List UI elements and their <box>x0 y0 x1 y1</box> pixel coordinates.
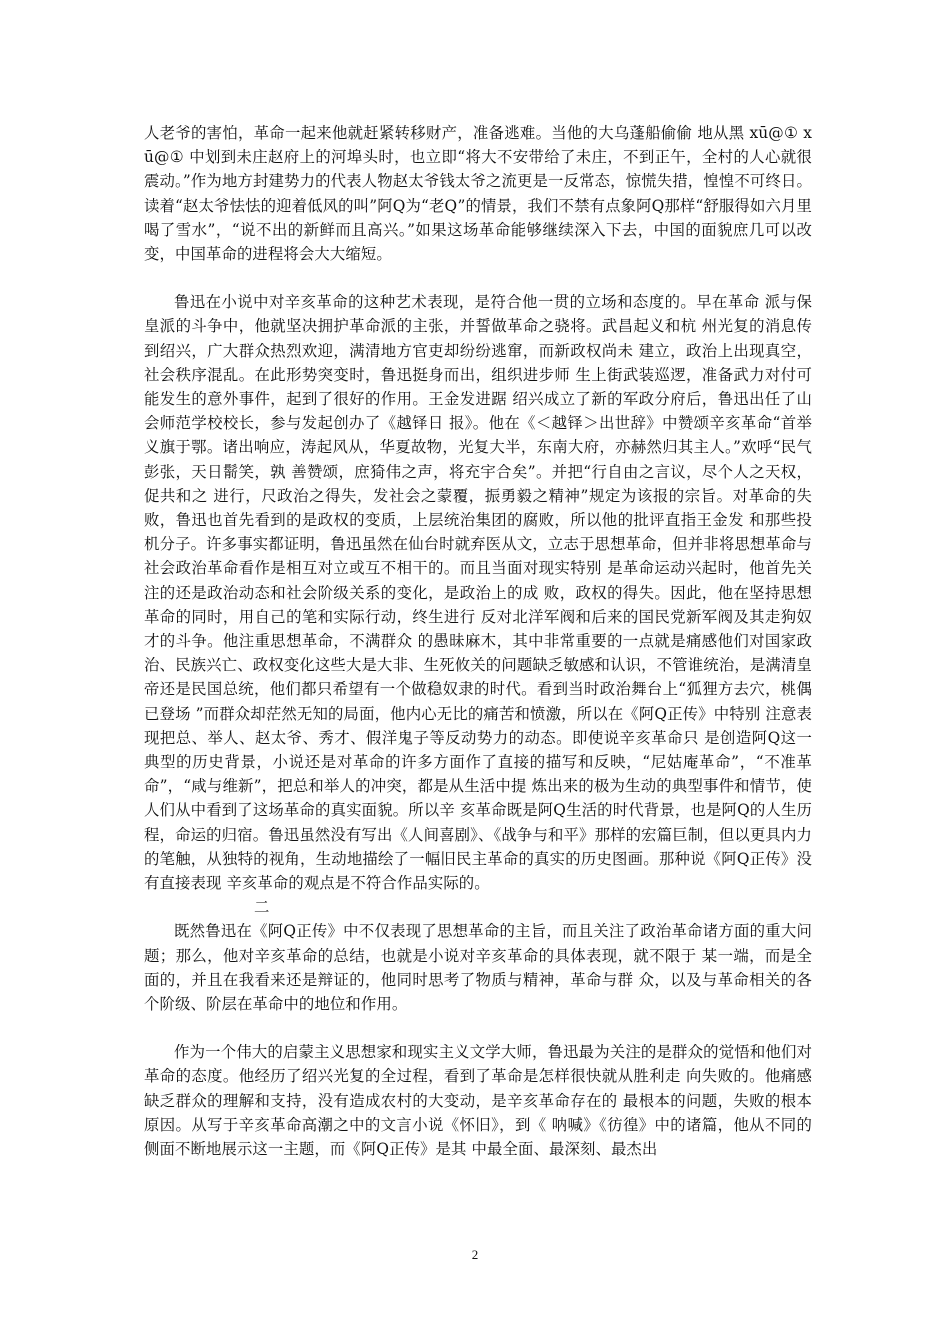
paragraph-2: 鲁迅在小说中对辛亥革命的这种艺术表现，是符合他一贯的立场和态度的。早在革命 派与保皇派的斗争中，他就坚决拥护革命派的主张，并誓做革命之骁将。武昌起义和杭 州光复的消息传到绍兴，广大群众热烈欢迎，满清地方官吏却纷纷逃窜，而新政权尚未 建立，政治上出现真空，社会秩序混乱。在此形势突变时，鲁迅挺身而出，组织进步师 生上街武装巡逻，准备武力对付可能发生的意外事件，起到了很好的作用。王金发进踞 绍兴成立了新的军政分府后，鲁迅出任了山会师范学校校长，参与发起创办了《越铎日 报》。他在《＜越铎＞出世辞》中赞颂辛亥革命“首举义旗于鄂。诸出响应，涛起风从，华夏故物，光复大半，东南大府，亦赫然归其主人。”欢呼“民气彭张，天日鬋笑，孰 善赞颂，庶猗伟之声，将充宇合矣”。并把“行自由之言议，尽个人之天权，促共和之 进行，尺政治之得失，发社会之蒙覆，振勇毅之精神”规定为该报的宗旨。对革命的失 败，鲁迅也首先看到的是政权的变质，上层统治集团的腐败，所以他的批评直指王金发 和那些投机分子。许多事实都证明，鲁迅虽然在仙台时就弃医从文，立志于思想革命，但并非将思想革命与社会政治革命看作是相互对立或互不相干的。而且当面对现实特别 是革命运动兴起时，他首先关注的还是政治动态和社会阶级关系的变化，是政治上的成 败，政权的得失。因此，他在坚持思想革命的同时，用自己的笔和实际行动，终生进行 反对北洋军阀和后来的国民党新军阀及其走狗奴才的斗争。他注重思想革命，不满群众 的愚昧麻木，其中非常重要的一点就是痛感他们对国家政治、民族兴亡、政权变化这些大是大非、生死攸关的问题缺乏敏感和认识，不管谁统治，是满清皇帝还是民国总统，他们都只希望有一个做稳奴隶的时代。看到当时政治舞台上“狐狸方去穴，桃偶已登场 ”而群众却茫然无知的局面，他内心无比的痛苦和愤激，所以在《阿Q正传》中特别 注意表现把总、举人、赵太爷、秀才、假洋鬼子等反动势力的动态。即使说辛亥革命只 是创造阿Q这一典型的历史背景，小说还是对革命的许多方面作了直接的描写和反映，“尼姑庵革命”，“不准革命”，“咸与维新”，把总和举人的冲突，都是从生活中提 炼出来的极为生动的典型事件和情节，使人们从中看到了这场革命的真实面貌。所以辛 亥革命既是阿Q生活的时代背景，也是阿Q的人生历程，命运的归宿。鲁迅虽然没有写出《人间喜剧》、《战争与和平》那样的宏篇巨制，但以更具内力的笔触，从独特的视角，生动地描绘了一幅旧民主革命的真实的历史图画。那种说《阿Q正传》没有直接表现 辛亥革命的观点是不符合作品实际的。 <box>144 293 812 893</box>
paragraph-4: 作为一个伟大的启蒙主义思想家和现实主义文学大师，鲁迅最为关注的是群众的觉悟和他们对革命的态度。他经历了绍兴光复的全过程，看到了革命是怎样很快就从胜利走 向失败的。他痛感缺乏群众的理解和支持，没有造成农村的大变动，是辛亥革命存在的 最根本的问题，失败的根本原因。从写于辛亥革命高潮之中的文言小说《怀旧》，到《 呐喊》《彷徨》中的诸篇，他从不同的侧面不断地展示这一主题，而《阿Q正传》是其 中最全面、最深刻、最杰出 <box>144 1043 812 1158</box>
paragraph-1: 人老爷的害怕，革命一起来他就赶紧转移财产，准备逃难。当他的大乌蓬船偷偷 地从黑 xū@① x ū@① 中划到未庄赵府上的河埠头时，也立即“将大不安带给了未庄，不到正午，全村的人心就很震动。”作为地方封建势力的代表人物赵太爷钱太爷之流更是一反常态，惊慌失措，惶惶不可终日。读着“赵太爷怯怯的迎着低风的叫”阿Q为“老Q”的情景，我们不禁有点象阿Q那样“舒服得如六月里喝了雪水”，“说不出的新鲜而且高兴。”如果这场革命能够继续深入下去，中国的面貌庶几可以改变，中国革命的进程将会大大缩短。 <box>144 124 812 264</box>
paragraph-3: 既然鲁迅在《阿Q正传》中不仅表现了思想革命的主旨，而且关注了政治革命诸方面的重大问题；那么，他对辛亥革命的总结，也就是小说对辛亥革命的具体表现，就不限于 某一端，而是全面的，并且在我看来还是辩证的，他同时思考了物质与精神，革命与群 众，以及与革命相关的各个阶级、阶层在革命中的地位和作用。 <box>144 922 812 1013</box>
paragraph-gap <box>144 1016 812 1040</box>
section-heading: 二 <box>254 898 270 917</box>
page-number: 2 <box>471 1247 479 1262</box>
paragraph-gap <box>144 266 812 290</box>
document-body <box>144 121 812 1161</box>
